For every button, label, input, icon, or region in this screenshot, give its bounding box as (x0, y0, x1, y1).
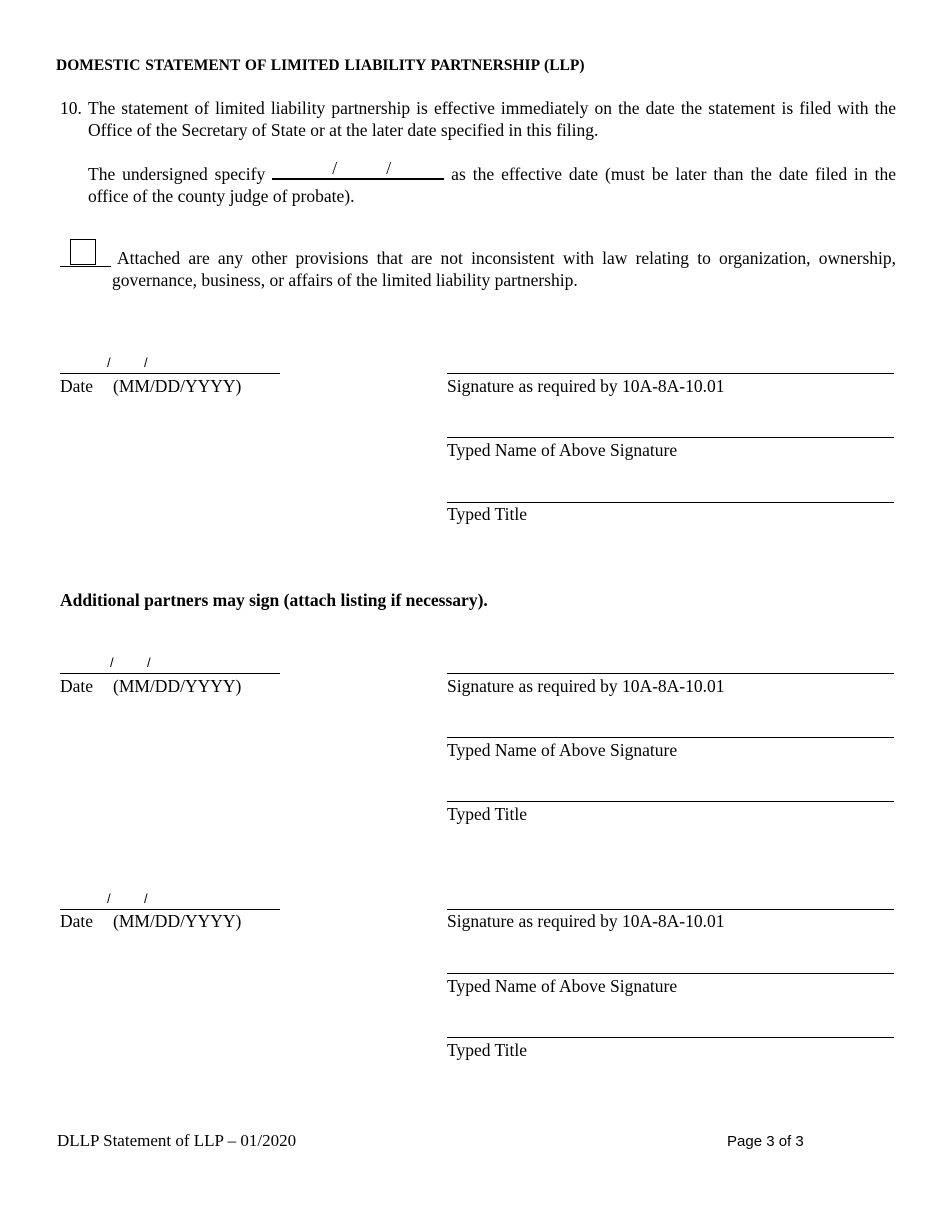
date-field[interactable] (60, 909, 280, 910)
typed-name-field[interactable] (447, 973, 894, 974)
typed-name-label: Typed Name of Above Signature (447, 440, 678, 460)
form-identifier: DLLP Statement of LLP – 01/2020 (57, 1131, 297, 1150)
date-label: Date (60, 376, 94, 396)
date-label: Date (60, 911, 94, 931)
date-format-label: (MM/DD/YYYY) (113, 911, 242, 931)
date-field[interactable] (60, 373, 280, 374)
signature-field[interactable] (447, 909, 894, 910)
date-separator: / (332, 158, 338, 178)
date-separator: / (110, 655, 114, 670)
date-field[interactable] (60, 673, 280, 674)
undersigned-prefix: The undersigned specify (88, 164, 273, 184)
attached-provisions-checkbox[interactable] (70, 239, 96, 265)
date-separator: / (386, 158, 392, 178)
date-format-label: (MM/DD/YYYY) (113, 376, 242, 396)
effective-date-statement (88, 158, 897, 207)
typed-name-label: Typed Name of Above Signature (447, 740, 678, 760)
item-10-text: The statement of limited liability partnership is effective immediately on the date the statement is filed with the Office of the Secretary of State or at the later date specified in this filing. (88, 98, 896, 140)
date-format-label: (MM/DD/YYYY) (113, 676, 242, 696)
effective-date-field[interactable] (272, 158, 444, 180)
attached-provisions-text: Attached are any other provisions that are not inconsistent with law relating to organization, ownership, governance, business, or affairs of the limited liability partnership. (112, 248, 896, 290)
undersigned-suffix: as the effective date (must be later than the date filed in the office of the county judge of probate). (88, 164, 897, 206)
date-separator: / (144, 355, 148, 370)
checkbox-underline (60, 266, 111, 267)
form-title: DOMESTIC STATEMENT OF LIMITED LIABILITY PARTNERSHIP (LLP) (56, 57, 585, 74)
item-number: 10. (60, 98, 82, 118)
date-separator: / (144, 891, 148, 906)
date-separator: / (107, 355, 111, 370)
typed-name-field[interactable] (447, 737, 894, 738)
typed-name-field[interactable] (447, 437, 894, 438)
typed-title-field[interactable] (447, 1037, 894, 1038)
date-separator: / (147, 655, 151, 670)
signature-label: Signature as required by 10A-8A-10.01 (447, 676, 725, 696)
typed-title-label: Typed Title (447, 1040, 527, 1060)
signature-field[interactable] (447, 673, 894, 674)
signature-label: Signature as required by 10A-8A-10.01 (447, 376, 725, 396)
typed-title-label: Typed Title (447, 804, 527, 824)
signature-field[interactable] (447, 373, 894, 374)
typed-title-field[interactable] (447, 502, 894, 503)
typed-name-label: Typed Name of Above Signature (447, 976, 678, 996)
signature-label: Signature as required by 10A-8A-10.01 (447, 911, 725, 931)
typed-title-label: Typed Title (447, 504, 527, 524)
additional-partners-note: Additional partners may sign (attach listing if necessary). (60, 590, 488, 610)
typed-title-field[interactable] (447, 801, 894, 802)
date-separator: / (107, 891, 111, 906)
page-number: Page 3 of 3 (727, 1133, 804, 1150)
date-label: Date (60, 676, 94, 696)
